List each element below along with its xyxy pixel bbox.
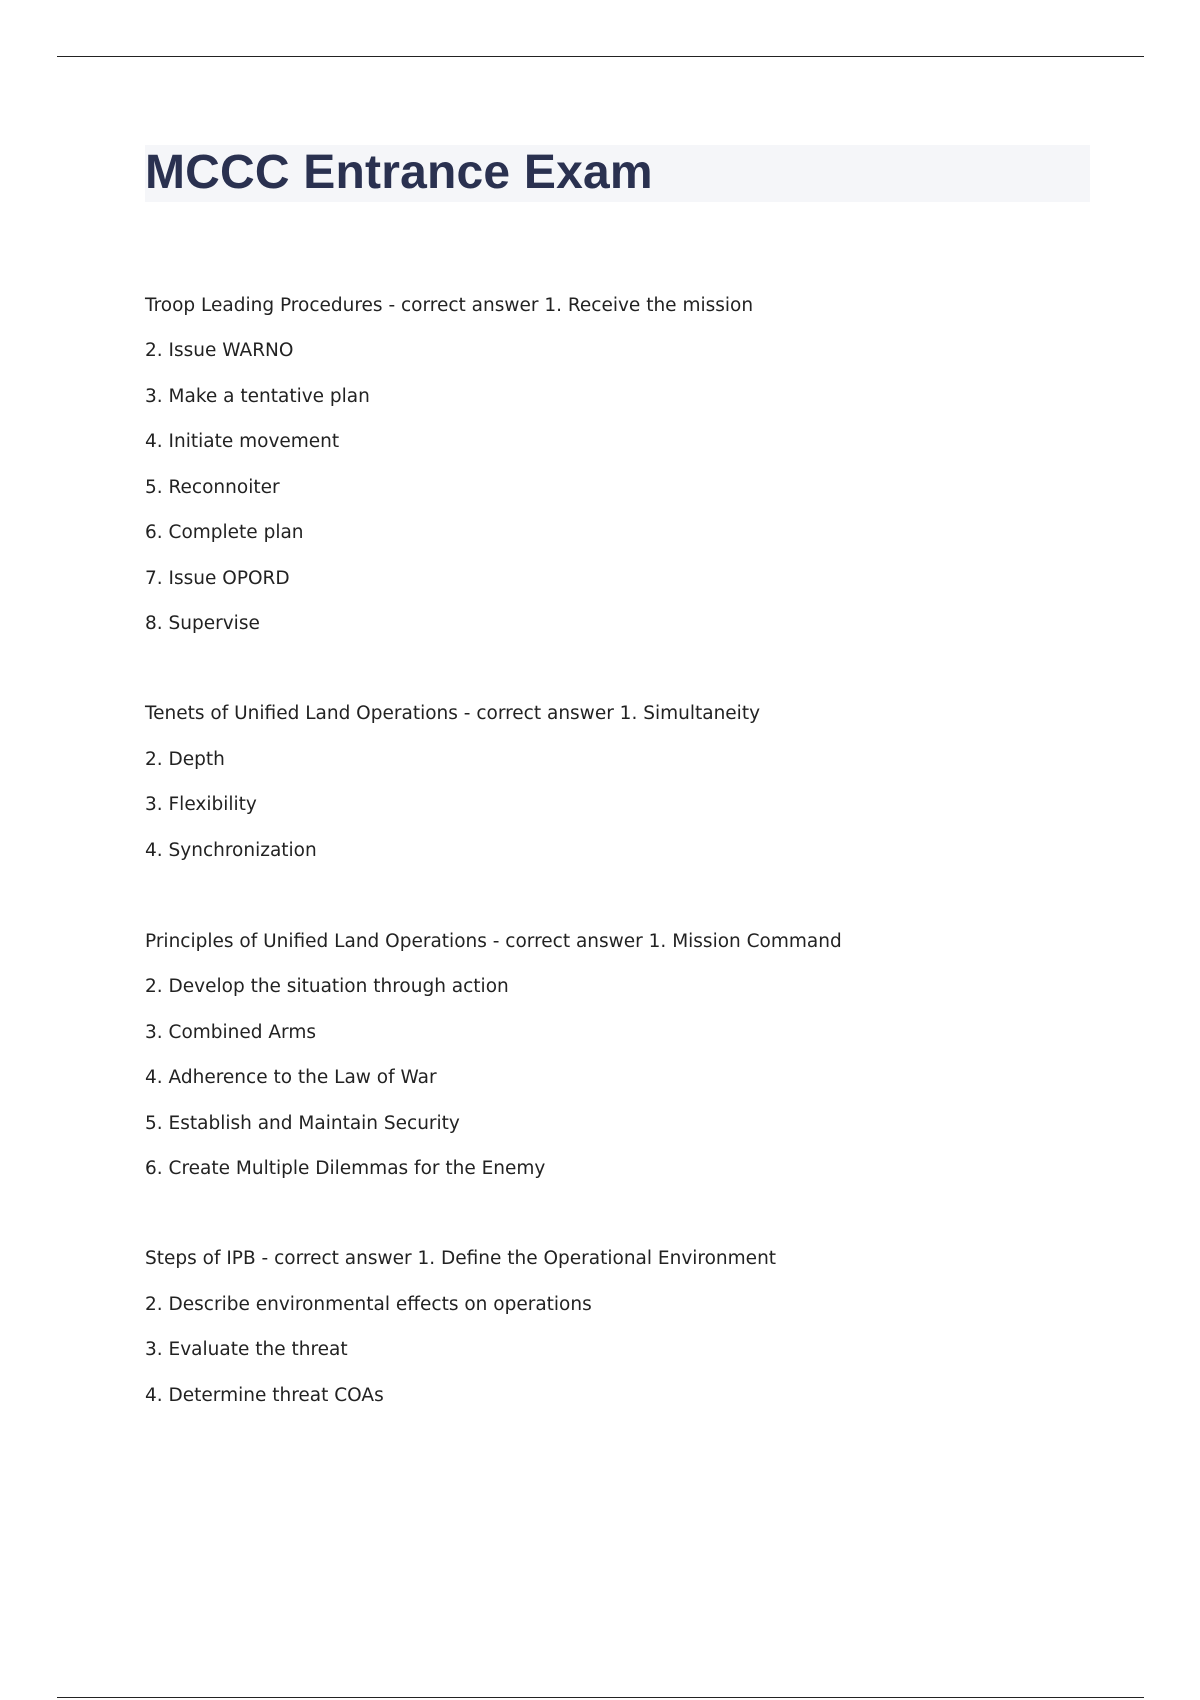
answer-item: 4. Initiate movement (145, 431, 340, 452)
answer-item: 3. Flexibility (145, 794, 257, 815)
answer-item: 4. Synchronization (145, 840, 317, 861)
question-line: Steps of IPB - correct answer 1. Define the Operational Environment (145, 1248, 777, 1269)
answer-item: 2. Describe environmental effects on operations (145, 1294, 592, 1315)
answer-item: 2. Develop the situation through action (145, 976, 509, 997)
footer-rule (57, 1697, 1144, 1698)
page-title: MCCC Entrance Exam (145, 146, 653, 199)
answer-item: 2. Issue WARNO (145, 340, 294, 361)
question-line: Troop Leading Procedures - correct answer 1. Receive the mission (145, 295, 754, 316)
answer-item: 8. Supervise (145, 613, 260, 634)
answer-item: 6. Create Multiple Dilemmas for the Enemy (145, 1158, 546, 1179)
answer-item: 3. Combined Arms (145, 1022, 316, 1043)
answer-item: 3. Evaluate the threat (145, 1339, 348, 1360)
answer-item: 3. Make a tentative plan (145, 386, 370, 407)
answer-item: 5. Reconnoiter (145, 477, 280, 498)
answer-item: 4. Adherence to the Law of War (145, 1067, 437, 1088)
question-line: Principles of Unified Land Operations - correct answer 1. Mission Command (145, 931, 842, 952)
answer-item: 4. Determine threat COAs (145, 1385, 384, 1406)
answer-item: 6. Complete plan (145, 522, 304, 543)
question-line: Tenets of Unified Land Operations - correct answer 1. Simultaneity (145, 703, 761, 724)
answer-item: 5. Establish and Maintain Security (145, 1113, 460, 1134)
answer-item: 2. Depth (145, 749, 225, 770)
answer-item: 7. Issue OPORD (145, 568, 290, 589)
header-rule (57, 56, 1144, 57)
